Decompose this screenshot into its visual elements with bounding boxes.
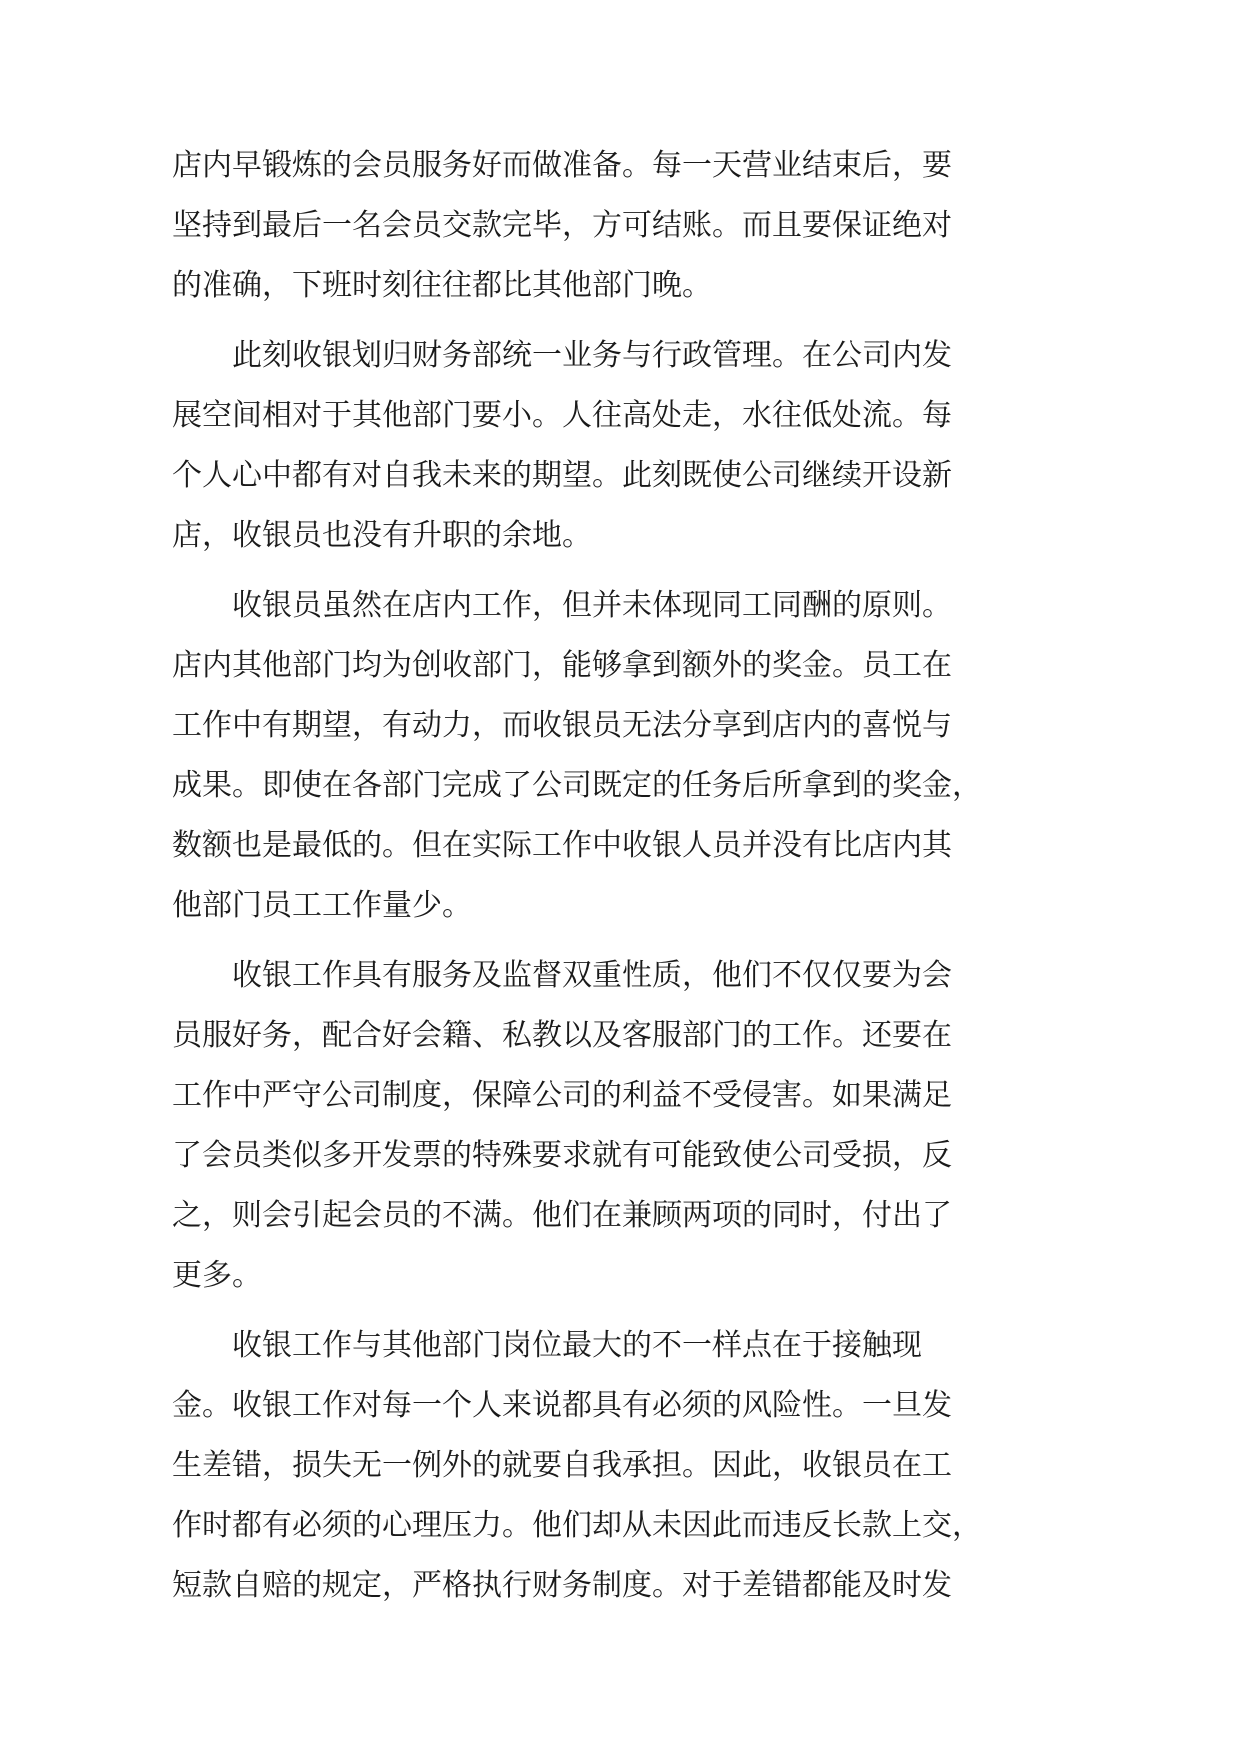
text-line: [0, 1246, 1241, 1306]
text-line: [0, 1316, 1241, 1376]
text-line-content: 他部门员工工作量少。: [172, 888, 472, 923]
text-line-content: 成果。即使在各部门完成了公司既定的任务后所拿到的奖金，: [172, 768, 982, 803]
text-line: [0, 446, 1241, 506]
text-line: [0, 136, 1241, 196]
text-line: [0, 326, 1241, 386]
text-line: [0, 506, 1241, 566]
text-line-content: 员服好务，配合好会籍、私教以及客服部门的工作。还要在: [172, 1018, 952, 1053]
text-line: [0, 1006, 1241, 1066]
text-line: [0, 946, 1241, 1006]
text-line: [0, 1186, 1241, 1246]
text-line: [0, 576, 1241, 636]
text-line-content: 工作中严守公司制度，保障公司的利益不受侵害。如果满足: [172, 1078, 952, 1113]
text-line: [0, 876, 1241, 936]
text-line: [0, 636, 1241, 696]
text-line: [0, 756, 1241, 816]
text-line: [0, 696, 1241, 756]
text-line: [0, 196, 1241, 256]
text-line-content: 店内早锻炼的会员服务好而做准备。每一天营业结束后，要: [172, 148, 952, 183]
text-line-content: 此刻收银划归财务部统一业务与行政管理。在公司内发: [232, 338, 952, 373]
text-line: [0, 816, 1241, 876]
text-line-content: 了会员类似多开发票的特殊要求就有可能致使公司受损，反: [172, 1138, 952, 1173]
text-line-content: 数额也是最低的。但在实际工作中收银人员并没有比店内其: [172, 828, 952, 863]
text-line-content: 短款自赔的规定，严格执行财务制度。对于差错都能及时发: [172, 1568, 952, 1603]
text-line: [0, 256, 1241, 316]
text-line-content: 工作中有期望，有动力，而收银员无法分享到店内的喜悦与: [172, 708, 952, 743]
text-line-content: 更多。: [172, 1258, 262, 1293]
text-line: [0, 1376, 1241, 1436]
text-line-content: 收银员虽然在店内工作，但并未体现同工同酬的原则。: [232, 588, 952, 623]
text-line-content: 的准确，下班时刻往往都比其他部门晚。: [172, 268, 712, 303]
text-line-content: 收银工作具有服务及监督双重性质，他们不仅仅要为会: [232, 958, 952, 993]
text-line: [0, 1496, 1241, 1556]
text-line-content: 展空间相对于其他部门要小。人往高处走，水往低处流。每: [172, 398, 952, 433]
text-line: [0, 1556, 1241, 1616]
text-line-content: 个人心中都有对自我未来的期望。此刻既使公司继续开设新: [172, 458, 952, 493]
text-line-content: 生差错，损失无一例外的就要自我承担。因此，收银员在工: [172, 1448, 952, 1483]
text-line: [0, 1066, 1241, 1126]
text-line-content: 坚持到最后一名会员交款完毕，方可结账。而且要保证绝对: [172, 208, 952, 243]
text-line-content: 店，收银员也没有升职的余地。: [172, 518, 592, 553]
text-line-content: 收银工作与其他部门岗位最大的不一样点在于接触现: [232, 1328, 922, 1363]
text-line-content: 之，则会引起会员的不满。他们在兼顾两项的同时，付出了: [172, 1198, 952, 1233]
text-line-content: 店内其他部门均为创收部门，能够拿到额外的奖金。员工在: [172, 648, 952, 683]
text-line-content: 作时都有必须的心理压力。他们却从未因此而违反长款上交，: [172, 1508, 982, 1543]
text-line: [0, 1126, 1241, 1186]
text-line-content: 金。收银工作对每一个人来说都具有必须的风险性。一旦发: [172, 1388, 952, 1423]
text-line: [0, 386, 1241, 446]
text-line: [0, 1436, 1241, 1496]
